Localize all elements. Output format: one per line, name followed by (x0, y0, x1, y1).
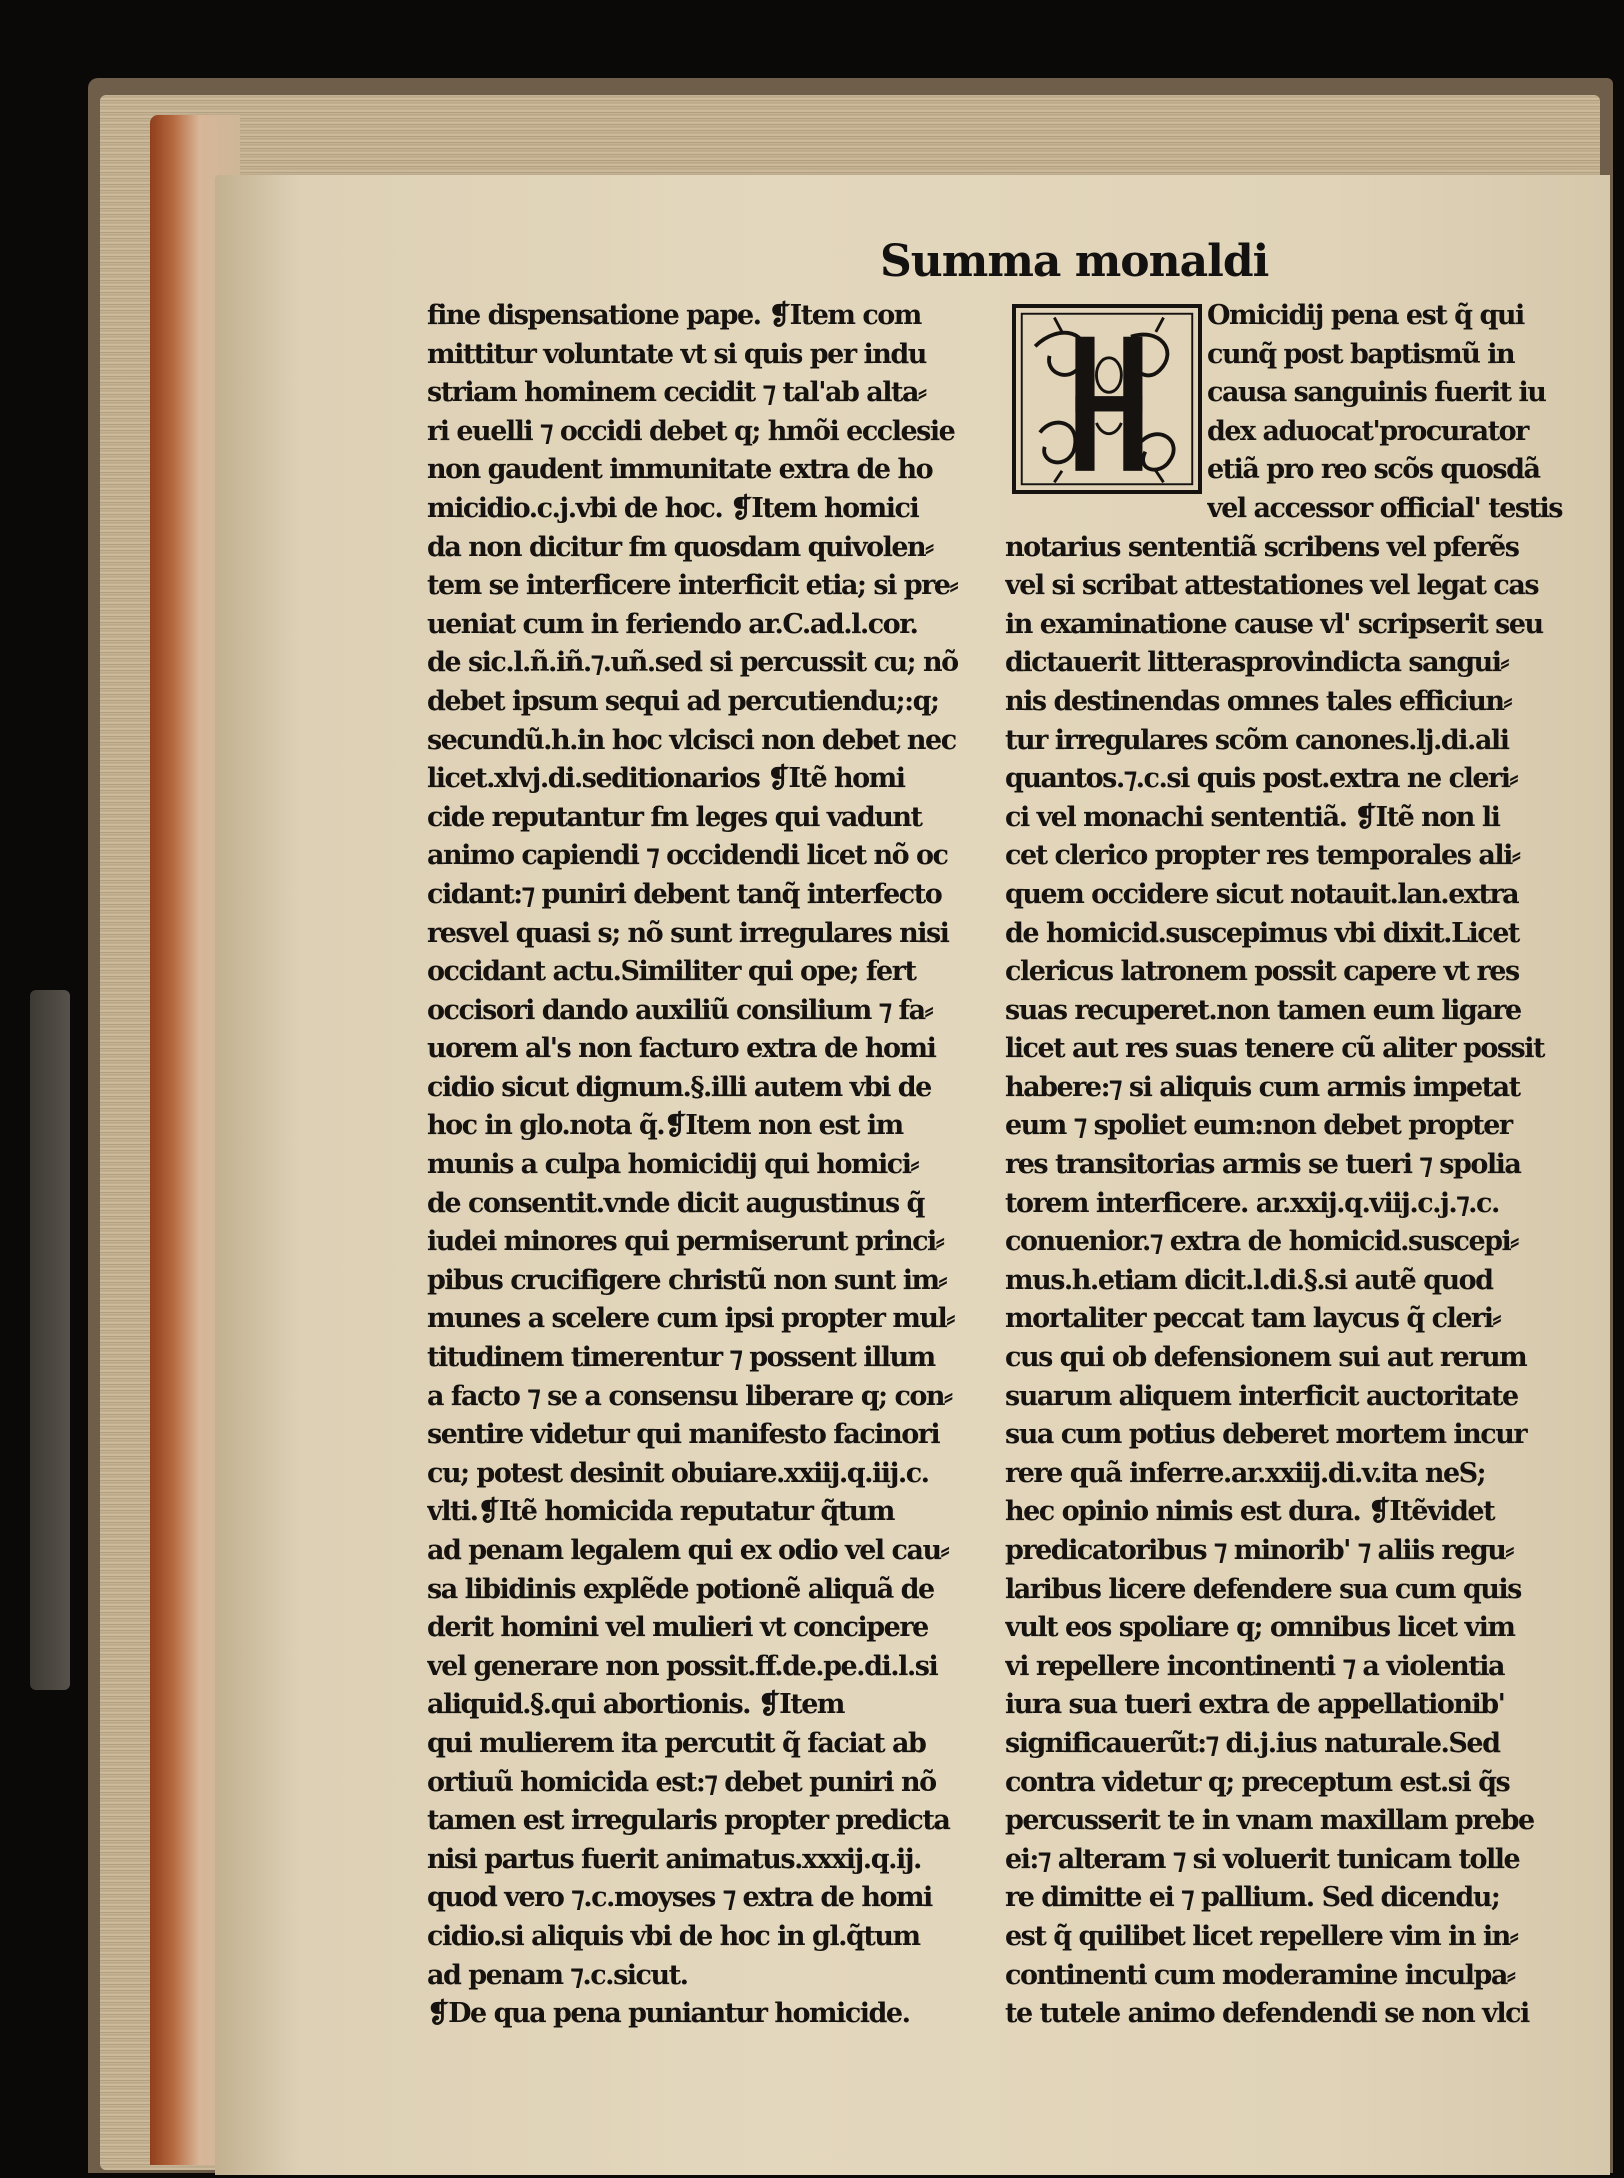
text-line: resvel quasi s; nõ sunt irregulares nisi (427, 917, 949, 949)
text-line: vi repellere incontinenti ⁊ a violentia (1005, 1650, 1505, 1682)
text-line: licet aut res suas tenere cũ aliter possit (1005, 1033, 1544, 1065)
text-line: a facto ⁊ se a consensu liberare q; con⸗ (427, 1380, 952, 1412)
text-line: Omicidij pena est q̃ qui (1207, 300, 1524, 331)
text-line: vel accessor official' testis (1207, 492, 1563, 524)
text-line: quantos.⁊.c.si quis post.extra ne cleri⸗ (1005, 763, 1517, 795)
text-line: rere quã inferre.ar.xxiij.di.v.ita neS; (1005, 1457, 1486, 1489)
text-line: predicatoribus ⁊ minorib' ⁊ aliis regu⸗ (1005, 1535, 1513, 1566)
text-line: ad penam ⁊.c.sicut. (427, 1959, 688, 1991)
text-line: occisori dando auxiliũ consilium ⁊ fa⸗ (427, 994, 933, 1026)
text-line: ortiuũ homicida est:⁊ debet puniri nõ (427, 1766, 936, 1798)
text-line: nis destinendas omnes tales efficiun⸗ (1005, 685, 1511, 717)
text-line: aliquid.§.qui abortionis. ❡Item (427, 1689, 844, 1721)
text-line: cu; potest desinit obuiare.xxiij.q.iij.c. (427, 1457, 929, 1489)
text-line: mortaliter peccat tam laycus q̃ cleri⸗ (1005, 1303, 1501, 1335)
text-line: habere:⁊ si aliquis cum armis impetat (1005, 1071, 1520, 1103)
text-line: striam hominem cecidit ⁊ tal'ab alta⸗ (427, 377, 926, 409)
text-line: cidant:⁊ puniri debent tanq̃ interfecto (427, 878, 942, 910)
text-line: eum ⁊ spoliet eum:non debet propter (1005, 1110, 1512, 1142)
text-line: dictauerit litterasprovindicta sangui⸗ (1005, 647, 1508, 679)
text-line: etiã pro reo scõs quosdã (1207, 454, 1540, 486)
text-line: qui mulierem ita percutit q̃ faciat ab (427, 1727, 926, 1759)
line-spacer (1005, 297, 1600, 336)
text-line: cunq̃ post baptismũ in (1207, 338, 1515, 370)
text-line: dex aduocat'procurator (1207, 415, 1528, 447)
text-column-right (1005, 297, 1600, 2034)
text-line: fine dispensatione pape. ❡Item com (427, 300, 921, 331)
text-line: sentire videtur qui manifesto facinori (427, 1419, 940, 1451)
text-line: animo capiendi ⁊ occidendi licet nõ oc (427, 840, 948, 872)
text-line: pibus crucifigere christũ non sunt im⸗ (427, 1264, 947, 1296)
text-line: tur irregulares scõm canones.lj.di.ali (1005, 724, 1509, 756)
text-line: mus.h.etiam dicit.l.di.§.si autẽ quod (1005, 1264, 1493, 1296)
text-line: secundũ.h.in hoc vlcisci non debet nec (427, 724, 956, 756)
text-line: vel si scribat attestationes vel legat cas (1005, 570, 1539, 602)
text-line: in examinatione cause vl' scripserit seu (1005, 608, 1543, 640)
text-line: debet ipsum sequi ad percutiendu;:q; (427, 685, 939, 717)
text-line: titudinem timerentur ⁊ possent illum (427, 1342, 935, 1374)
text-line: notarius sententiã scribens vel pferẽs (1005, 531, 1519, 563)
text-line: cidio sicut dignum.§.illi autem vbi de (427, 1071, 931, 1103)
text-line: ci vel monachi sententiã. ❡Itẽ non li (1005, 801, 1500, 833)
text-line: da non dicitur fm quosdam quivolen⸗ (427, 531, 933, 563)
line-spacer (1005, 413, 1600, 452)
text-line: causa sanguinis fuerit iu (1207, 377, 1546, 409)
text-line: occidant actu.Similiter qui ope; fert (427, 956, 916, 988)
text-line: percusserit te in vnam maxillam prebe (1005, 1805, 1534, 1837)
text-line: tamen est irregularis propter predicta (427, 1805, 950, 1837)
text-line: quem occidere sicut notauit.lan.extra (1005, 878, 1519, 910)
text-line: ri euelli ⁊ occidi debet q; hmõi ecclesie (427, 415, 955, 447)
text-line: hec opinio nimis est dura. ❡Itẽvidet (1005, 1496, 1495, 1528)
text-line: non gaudent immunitate extra de ho (427, 454, 933, 486)
text-line: nisi partus fuerit animatus.xxxij.q.ij. (427, 1843, 921, 1875)
text-line: torem interficere. ar.xxij.q.viij.c.j.⁊.c. (1005, 1187, 1499, 1219)
text-line: mittitur voluntate vt si quis per indu (427, 338, 926, 370)
bookmark-ribbon (30, 990, 70, 1690)
text-line: vult eos spoliare q; omnibus licet vim (1005, 1612, 1515, 1644)
text-line: sa libidinis explẽde potionẽ aliquã de (427, 1573, 934, 1605)
text-line: clericus latronem possit capere vt res (1005, 956, 1519, 988)
text-line: uorem al's non facturo extra de homi (427, 1033, 936, 1065)
running-head: Summa monaldi (880, 236, 1269, 287)
text-line: de sic.l.ñ.iñ.⁊.uñ.sed si percussit cu; nõ (427, 647, 958, 679)
text-line: ad penam legalem qui ex odio vel cau⸗ (427, 1535, 949, 1566)
text-line: sua cum potius deberet mortem incur (1005, 1419, 1527, 1451)
text-line: laribus licere defendere sua cum quis (1005, 1573, 1521, 1605)
text-line: cus qui ob defensionem sui aut rerum (1005, 1342, 1527, 1374)
text-line: ei:⁊ alteram ⁊ si voluerit tunicam tolle (1005, 1843, 1520, 1875)
text-line: suarum aliquem interficit auctoritate (1005, 1380, 1518, 1412)
text-column-left (427, 297, 987, 2034)
text-line: licet.xlvj.di.seditionarios ❡Itẽ homi (427, 763, 905, 795)
line-spacer (1005, 451, 1600, 490)
line-spacer (1005, 374, 1600, 413)
text-line: micidio.c.j.vbi de hoc. ❡Item homici (427, 492, 919, 524)
text-line: contra videtur q; preceptum est.si q̃s (1005, 1766, 1510, 1798)
text-line: derit homini vel mulieri vt concipere (427, 1612, 928, 1644)
text-line: significauerũt:⁊ di.j.ius naturale.Sed (1005, 1727, 1500, 1759)
text-line: cet clerico propter res temporales ali⸗ (1005, 840, 1520, 872)
text-line: de consentit.vnde dicit augustinus q̃ (427, 1187, 924, 1219)
line-spacer (1005, 336, 1600, 375)
text-line: cide reputantur fm leges qui vadunt (427, 801, 922, 833)
text-line: de homicid.suscepimus vbi dixit.Licet (1005, 917, 1519, 949)
text-line: suas recuperet.non tamen eum ligare (1005, 994, 1521, 1026)
text-line: tem se interficere interficit etia; si pre⸗ (427, 570, 958, 602)
text-line: cidio.si aliquis vbi de hoc in gl.q̃tum (427, 1920, 920, 1952)
text-line: te tutele animo defendendi se non vlci (1005, 1998, 1529, 2030)
text-line: vlti.❡Itẽ homicida reputatur q̃tum (427, 1496, 894, 1528)
text-line: ueniat cum in feriendo ar.C.ad.l.cor. (427, 608, 918, 640)
text-line: quod vero ⁊.c.moyses ⁊ extra de homi (427, 1882, 932, 1914)
text-line: munes a scelere cum ipsi propter mul⸗ (427, 1303, 954, 1335)
text-line: re dimitte ei ⁊ pallium. Sed dicendu; (1005, 1882, 1500, 1914)
text-line: iura sua tueri extra de appellationib' (1005, 1689, 1505, 1721)
text-line: res transitorias armis se tueri ⁊ spolia (1005, 1149, 1521, 1181)
text-line: hoc in glo.nota q̃.❡Item non est im (427, 1110, 903, 1142)
text-line: conuenior.⁊ extra de homicid.suscepi⸗ (1005, 1226, 1518, 1258)
text-line: est q̃ quilibet licet repellere vim in in⸗ (1005, 1920, 1518, 1952)
text-line: continenti cum moderamine inculpa⸗ (1005, 1959, 1515, 1991)
text-line: iudei minores qui permiserunt princi⸗ (427, 1226, 944, 1258)
text-line: vel generare non possit.ff.de.pe.di.l.si (427, 1650, 938, 1682)
text-line: munis a culpa homicidij qui homici⸗ (427, 1149, 918, 1181)
text-line: ❡De qua pena puniantur homicide. (427, 1998, 910, 2030)
line-spacer (1005, 490, 1600, 529)
